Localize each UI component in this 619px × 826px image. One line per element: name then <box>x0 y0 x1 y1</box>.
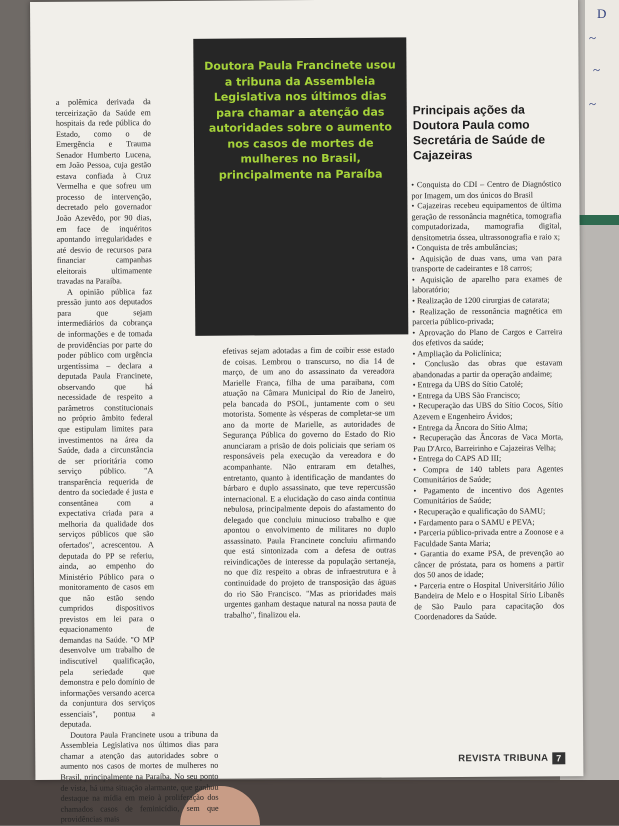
page-number: 7 <box>552 752 565 764</box>
background-handwritten-note <box>585 0 619 220</box>
magazine-page <box>30 0 583 824</box>
article-paragraph: Doutora Paula Francinete usou a tribuna da Assembleia Legislativa nos últimos dias para chamar a atenção das autoridades sobre o aumento nos casos de mortes de mulheres no Brasil, principalmente na Paraíba. No seu ponto de vista, há uma situação alarmante, que ganhou destaque na mídia em meio à proliferação dos chamados casos de feminicídio, sem que providências mais <box>60 729 219 824</box>
page-footer <box>445 749 565 768</box>
sidebar-list-column <box>411 179 564 623</box>
list-item: • Recuperação das UBS do Sítio Cocos, Sítio Azevem e Engenheiro Ávidos; <box>413 401 563 423</box>
list-item: • Realização de ressonância magnética em parceria público-privada; <box>412 306 562 328</box>
list-item: • Parceria entre o Hospital Universitário Júlio Bandeira de Melo e o Hospital Sírio Libanês de São Paulo para capacitação dos Coordenadores da Saúde. <box>414 580 564 623</box>
list-item: • Conquista do CDI – Centro de Diagnóstico por Imagem, um dos únicos do Brasil <box>411 179 561 201</box>
sidebar-title: Principais ações da Doutora Paula como Secretária de Saúde de Cajazeiras <box>412 102 546 163</box>
note-scribble-1: D <box>597 6 607 21</box>
list-item: • Entrega da UBS do Sítio Catolé; <box>413 380 563 392</box>
note-scribble-4: ~ <box>589 96 597 111</box>
note-scribble-2: ~ <box>589 30 597 45</box>
list-item: • Conclusão das obras que estavam abandonadas a partir da operação andaime; <box>413 359 563 381</box>
list-item: • Fardamento para o SAMU e PEVA; <box>414 517 564 529</box>
magazine-name: REVISTA TRIBUNA <box>458 752 549 765</box>
list-item: • Parceria público-privada entre a Zoonose e a Faculdade Santa Maria; <box>414 527 564 549</box>
article-paragraph: A opinião pública faz pressão junto aos deputados para que sejam intermediários da cobrança de informações e de tomada de providências por parte do poder público com urgência urgentíssima – declara a deputada Paula Francinete, observando que há necessidade de respeito a parâmetros constitucionais no próprio âmbito federal que estipulam limites para investimentos na área da Saúde, dada a circunstância de ser prioritária como serviço público. "A transparência requerida de dentro da sociedade é justa e consentânea com a expectativa criada para a melhoria da qualidade dos serviços públicos que são ofertados", acrescentou. A deputada do PP se referiu, ainda, ao empenho do Ministério Público para o monitoramento de casos em que não estão sendo cumpridos dispositivos previstos em lei para o equacionamento de demandas na Saúde. "O MP desenvolve um trabalho de indiscutível qualificação, pela seriedade que demonstra e pelo domínio de informações versando acerca da conjuntura dos serviços essenciais", pontua a deputada. <box>57 286 156 730</box>
list-item: • Recuperação e qualificação do SAMU; <box>414 506 564 518</box>
article-paragraph: efetivas sejam adotadas a fim de coibir esse estado de coisas. Lembrou o transcurso, no dia 14 de março, de um ano do assassinato da vereadora Marielle Franca, filha de uma paraibana, com atuação na Câmara Municipal do Rio de Janeiro, pela bancada do PSOL, juntamente com o seu motorista. Somente às vésperas de completar-se um ano da morte de Marielle, as autoridades de Segurança Pública do governo do Estado do Rio anunciaram a prisão de dois policiais que seriam os responsáveis pela execução da vereadora e do acompanhante. Não entraram em detalhes, entretanto, quanto à identificação de mandantes do bárbaro e duplo assassinato, que teve repercussão internacional. E a elucidação do caso ainda continua nebulosa, principalmente depois do afastamento do delegado que concluiu minucioso trabalho e que apontou o envolvimento de militares no duplo assassinato. Paula Francinete concluiu afirmando que está sintonizada com a defesa de outras reivindicações de interesse da população sertaneja, no que diz respeito a obras de infraestrutura e à continuidade do projeto de transposição das águas do rio São Francisco. "Mas as prioridades mais urgentes ganham destaque natural na nossa pauta de trabalho", finalizou ela. <box>222 345 397 620</box>
list-item: • Pagamento de incentivo dos Agentes Comunitários de Saúde; <box>413 485 563 507</box>
article-column-2 <box>222 345 396 620</box>
sidebar-actions-list <box>411 179 564 623</box>
list-item: • Realização de 1200 cirurgias de catarata; <box>412 295 562 307</box>
pull-quote-box <box>193 37 408 335</box>
note-scribble-3: ~ <box>593 62 601 77</box>
list-item: • Entrega da UBS São Francisco; <box>413 390 563 402</box>
list-item: • Recuperação das Âncoras de Vaca Morta, Pau D'Arco, Barreirinho e Cajazeiras Velha; <box>413 432 563 454</box>
article-column-1 <box>56 97 219 826</box>
article-paragraph: a polêmica derivada da terceirização da Saúde em hospitais da rede pública do Estado, como o de Emergência e Trauma Senador Humberto Lucena, em João Pessoa, cuja gestão estava confiada à Cruz Vermelha e que sofreu um processo de intervenção, decretado pelo governador João Azevêdo, por 90 dias, em face de inquéritos apontando irregularidades e até desvio de recursos para financiar campanhas eleitorais ultimamente travadas na Paraíba. <box>55 97 152 287</box>
list-item: • Aquisição de duas vans, uma van para transporte de cadeirantes e 18 carros; <box>412 253 562 275</box>
list-item: • Entrega do CAPS AD III; <box>413 454 563 466</box>
list-item: • Aprovação do Plano de Cargos e Carreira dos efetivos da saúde; <box>412 327 562 349</box>
list-item: • Entrega da Âncora do Sítio Alma; <box>413 422 563 434</box>
list-item: • Conquista de três ambulâncias; <box>412 243 562 255</box>
list-item: • Ampliação da Policlínica; <box>412 348 562 360</box>
list-item: • Cajazeiras recebeu equipamentos de última geração de ressonância magnética, tomografia computadorizada, mamografia digital, densitometria óssea, ultrassonografia e raio x; <box>411 200 561 243</box>
pull-quote-text: Doutora Paula Francinete usou a tribuna da Assembleia Legislativa nos últimos dias para chamar a atenção das autoridades sobre o aumento nos casos de mortes de mulheres no Brasil, principalmente na Paraíba <box>204 58 396 182</box>
list-item: • Garantia do exame PSA, de prevenção ao câncer de próstata, para os homens a partir dos 50 anos de idade; <box>414 548 564 581</box>
list-item: • Compra de 140 tablets para Agentes Comunitários de Saúde; <box>413 464 563 486</box>
list-item: • Aquisição de aparelho para exames de laboratório; <box>412 274 562 296</box>
